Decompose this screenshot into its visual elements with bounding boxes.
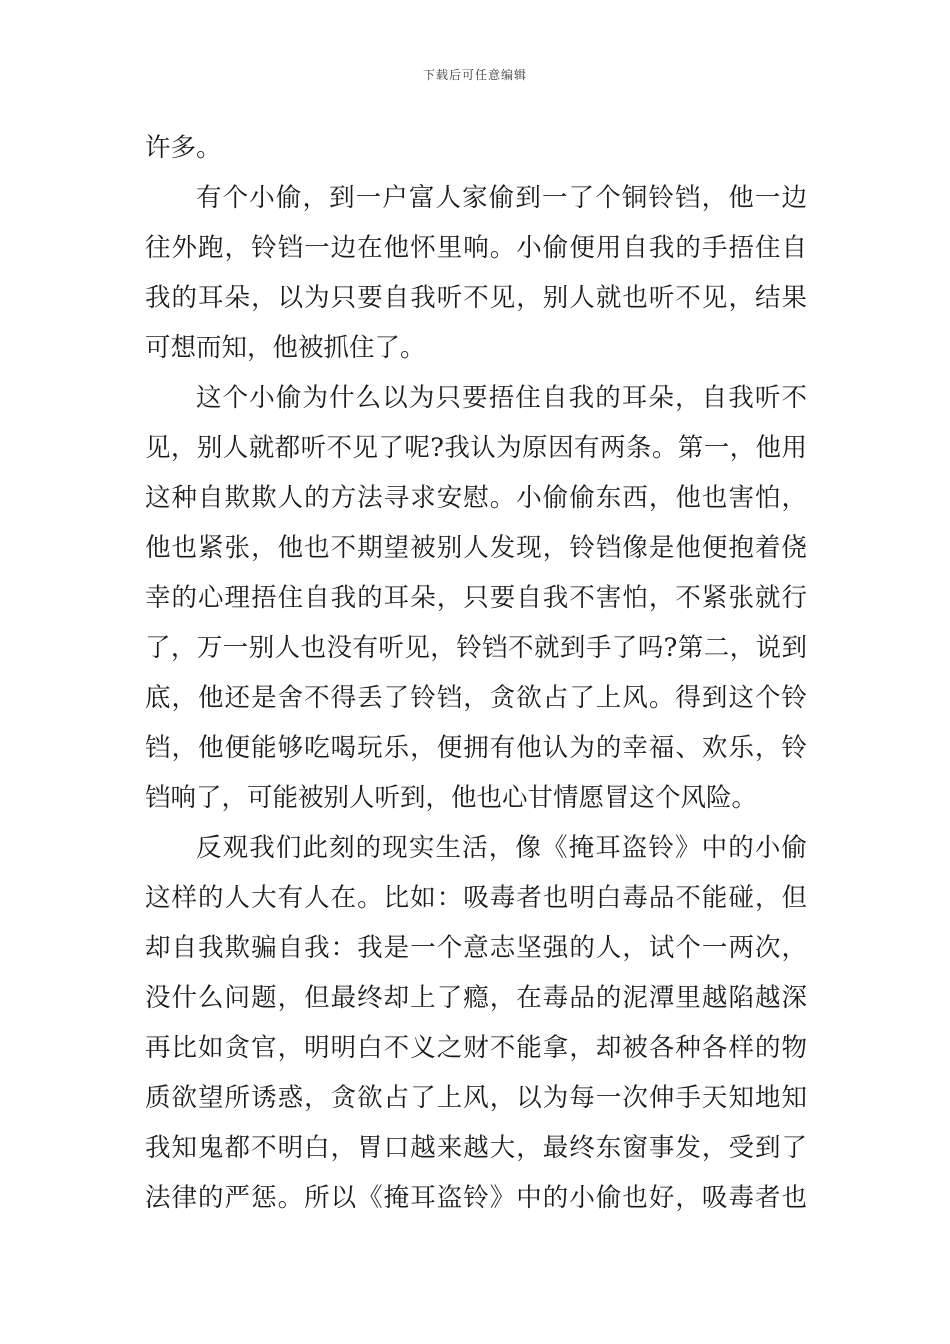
- text-line: 许多。: [145, 133, 222, 163]
- text-line: 铛响了，可能被别人听到，他也心甘情愿冒这个风险。: [145, 783, 758, 813]
- body-text: [145, 123, 807, 1223]
- text-line: 有个小偷，到一户富人家偷到一了个铜铃铛，他一边: [196, 183, 807, 213]
- text-line: 却自我欺骗自我：我是一个意志坚强的人，试个一两次，: [145, 933, 807, 963]
- text-line: 我的耳朵，以为只要自我听不见，别人就也听不见，结果: [145, 283, 807, 313]
- text-line: 这种自欺欺人的方法寻求安慰。小偷偷东西，他也害怕，: [145, 483, 807, 513]
- text-line: 可想而知，他被抓住了。: [145, 333, 426, 363]
- text-line: 再比如贪官，明明白不义之财不能拿，却被各种各样的物: [145, 1033, 807, 1063]
- text-line: 反观我们此刻的现实生活，像《掩耳盗铃》中的小偷: [196, 833, 807, 863]
- text-line: 见，别人就都听不见了呢?我认为原因有两条。第一，他用: [145, 433, 807, 463]
- text-line: 这样的人大有人在。比如：吸毒者也明白毒品不能碰，但: [145, 883, 807, 913]
- text-line: 幸的心理捂住自我的耳朵，只要自我不害怕，不紧张就行: [145, 583, 807, 613]
- text-line: 质欲望所诱惑，贪欲占了上风，以为每一次伸手天知地知: [145, 1083, 807, 1113]
- text-line: 铛，他便能够吃喝玩乐，便拥有他认为的幸福、欢乐，铃: [145, 733, 807, 763]
- text-line: 没什么问题，但最终却上了瘾，在毒品的泥潭里越陷越深: [145, 983, 807, 1013]
- text-line: 这个小偷为什么以为只要捂住自我的耳朵，自我听不: [196, 383, 807, 413]
- text-line: 往外跑，铃铛一边在他怀里响。小偷便用自我的手捂住自: [145, 233, 807, 263]
- text-line: 我知鬼都不明白，胃口越来越大，最终东窗事发，受到了: [145, 1133, 807, 1163]
- text-line: 他也紧张，他也不期望被别人发现，铃铛像是他便抱着侥: [145, 533, 807, 563]
- text-line: 法律的严惩。所以《掩耳盗铃》中的小偷也好，吸毒者也: [145, 1183, 807, 1213]
- text-line: 了，万一别人也没有听见，铃铛不就到手了吗?第二，说到: [145, 633, 807, 663]
- page-header: 下载后可任意编辑: [422, 68, 527, 82]
- text-line: 底，他还是舍不得丢了铃铛，贪欲占了上风。得到这个铃: [145, 683, 807, 713]
